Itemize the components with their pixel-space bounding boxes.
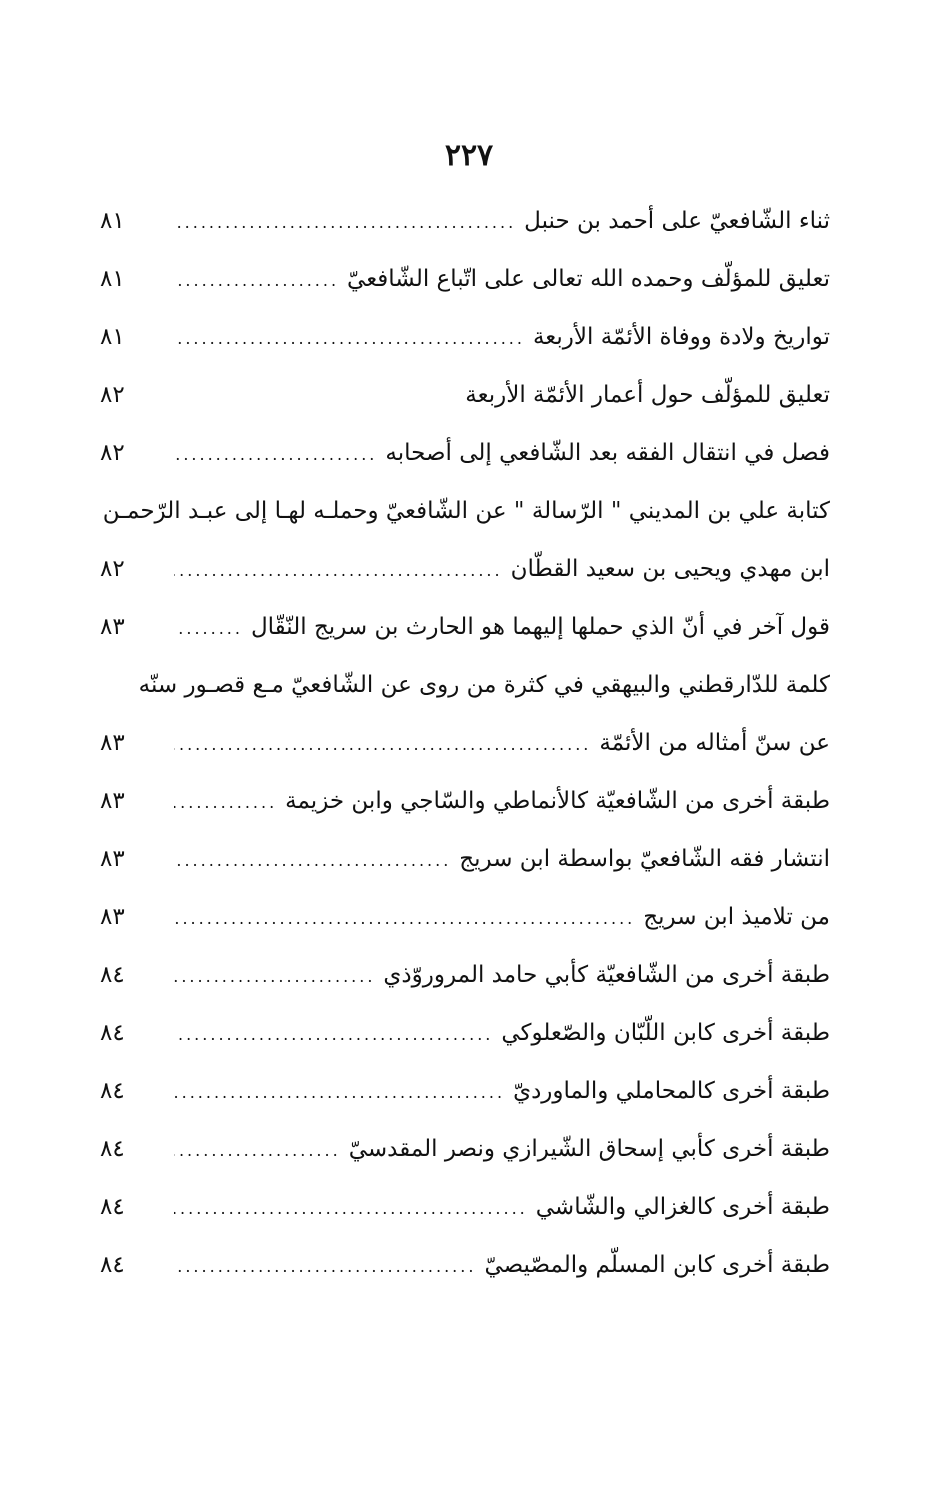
leader-dots: [174, 542, 503, 600]
leader-dots: [174, 1180, 528, 1238]
leader-dots: [174, 774, 277, 832]
entry-title: ثناء الشّافعيّ على أحمد بن حنبل: [524, 208, 830, 234]
entry-title: تعليق للمؤلّف وحمده الله تعالى على اتّباع الشّافعيّ: [347, 266, 830, 292]
leader-dots: [174, 1064, 505, 1122]
entry-title-line1: كلمة للدّارقطني والبيهقي في كثرة من روى عن الشّافعيّ مـع قصـور سنّه: [138, 672, 830, 698]
leader-dots: [174, 1238, 476, 1296]
page-number: ٢٢٧: [444, 138, 494, 173]
entry-page: ٨٢: [100, 382, 125, 408]
leader-dots: [174, 194, 516, 252]
entry-title: طبقة أخرى كالمحاملي والماورديّ: [513, 1078, 830, 1104]
entry-page: ٨٤: [100, 1252, 125, 1278]
leader-dots: [174, 1122, 341, 1180]
toc-entry-line1: [100, 482, 830, 540]
toc-entry: [100, 1004, 830, 1062]
toc-entry: [100, 192, 830, 250]
toc-entry: [100, 830, 830, 888]
toc-entry: [100, 250, 830, 308]
entry-title: طبقة أخرى كالغزالي والشّاشي: [535, 1194, 830, 1220]
entry-title: طبقة أخرى كأبي إسحاق الشّيرازي ونصر المقدسيّ: [348, 1136, 830, 1162]
entry-page: ٨٣: [100, 730, 125, 756]
entry-title: انتشار فقه الشّافعيّ بواسطة ابن سريج: [459, 846, 830, 872]
toc-entry-line1: [100, 656, 830, 714]
entry-page: ٨١: [100, 324, 125, 350]
toc-entry: [100, 366, 830, 424]
entry-page: ٨٣: [100, 846, 125, 872]
entry-title-line2: ابن مهدي ويحيى بن سعيد القطّان: [510, 556, 830, 582]
entry-title: فصل في انتقال الفقه بعد الشّافعي إلى أصحابه: [385, 440, 830, 466]
toc-entry: [100, 1236, 830, 1294]
entry-page: ٨٣: [100, 904, 125, 930]
entry-title: قول آخر في أنّ الذي حملها إليهما هو الحارث بن سريج النّقّال: [250, 614, 830, 640]
entry-title: من تلاميذ ابن سريج: [643, 904, 830, 930]
entry-title-line1: كتابة علي بن المديني " الرّسالة " عن الشّافعيّ وحملـه لهـا إلى عبـد الرّحمـن: [102, 498, 830, 524]
entry-page: ٨٤: [100, 962, 125, 988]
entry-title: طبقة أخرى من الشّافعيّة كأبي حامد المروروّذي: [383, 962, 830, 988]
toc-entry: [100, 1120, 830, 1178]
entry-title: تواريخ ولادة ووفاة الأئمّة الأربعة: [532, 324, 830, 350]
leader-dots: [174, 832, 451, 890]
toc-entry: [100, 1178, 830, 1236]
entry-page: ٨١: [100, 208, 125, 234]
entry-page: ٨٢: [100, 556, 125, 582]
entry-page: ٨٤: [100, 1136, 125, 1162]
toc-entry: [100, 308, 830, 366]
entry-title: تعليق للمؤلّف حول أعمار الأئمّة الأربعة: [465, 382, 830, 408]
entry-page: ٨٣: [100, 788, 125, 814]
leader-dots: [174, 310, 525, 368]
toc-entry: [100, 772, 830, 830]
entry-page: ٨٢: [100, 440, 125, 466]
toc-entry: [100, 888, 830, 946]
leader-dots: [174, 890, 635, 948]
toc-entry: [100, 598, 830, 656]
toc-entry-line2: [100, 540, 830, 598]
leader-dots: [174, 426, 377, 484]
entry-title: طبقة أخرى من الشّافعيّة كالأنماطي والسّاجي وابن خزيمة: [285, 788, 830, 814]
leader-dots: [174, 252, 339, 310]
leader-dots: [174, 600, 243, 658]
toc-entry: [100, 424, 830, 482]
entry-title: طبقة أخرى كابن اللّبّان والصّعلوكي: [501, 1020, 830, 1046]
entry-title: طبقة أخرى كابن المسلّم والمصّيصيّ: [484, 1252, 830, 1278]
entry-title-line2: عن سنّ أمثاله من الأئمّة: [599, 730, 830, 756]
entry-page: ٨٤: [100, 1194, 125, 1220]
leader-dots: [174, 716, 591, 774]
table-of-contents: [100, 192, 830, 1294]
entry-page: ٨٤: [100, 1020, 125, 1046]
toc-entry: [100, 1062, 830, 1120]
entry-page: ٨١: [100, 266, 125, 292]
toc-entry-line2: [100, 714, 830, 772]
leader-dots: [174, 948, 375, 1006]
entry-page: ٨٤: [100, 1078, 125, 1104]
entry-page: ٨٣: [100, 614, 125, 640]
leader-dots: [174, 1006, 493, 1064]
toc-entry: [100, 946, 830, 1004]
